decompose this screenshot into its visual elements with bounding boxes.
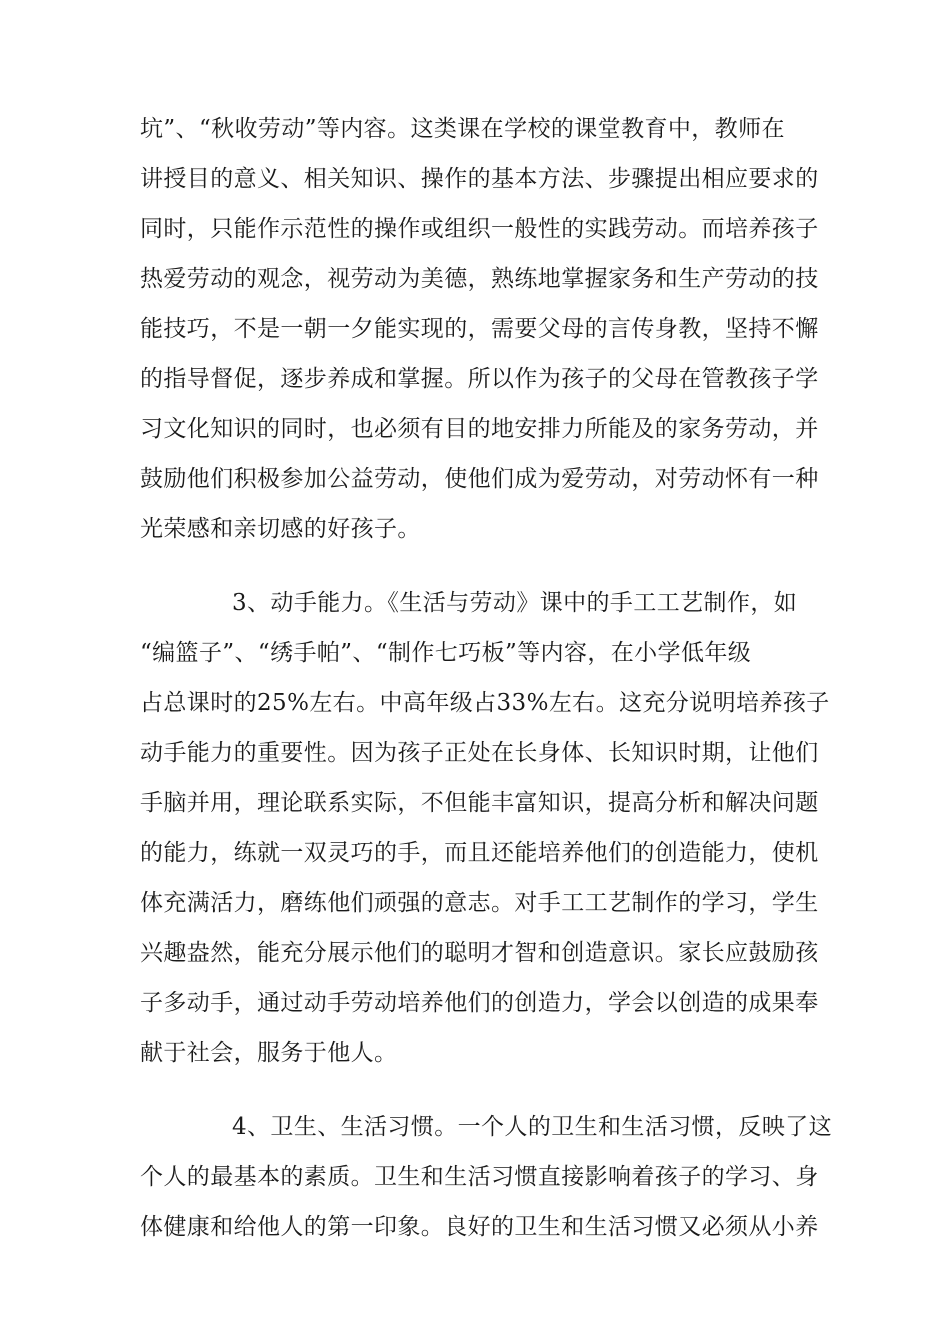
text-line: 能技巧，不是一朝一夕能实现的，需要父母的言传身教，坚持不懈 (140, 316, 819, 342)
text-line: 动手能力的重要性。因为孩子正处在长身体、长知识时期，让他们 (140, 740, 819, 766)
text-line: 鼓励他们积极参加公益劳动，使他们成为爱劳动，对劳动怀有一种 (140, 466, 819, 492)
text-line: 的能力，练就一双灵巧的手，而且还能培养他们的创造能力，使机 (140, 840, 819, 866)
text-line: 个人的最基本的素质。卫生和生活习惯直接影响着孩子的学习、身 (140, 1164, 819, 1190)
text-line: 体充满活力，磨练他们顽强的意志。对手工工艺制作的学习，学生 (140, 890, 819, 916)
text-line: “编篮子”、“绣手帕”、“制作七巧板”等内容，在小学低年级 (140, 640, 752, 666)
text-line: 兴趣盎然，能充分展示他们的聪明才智和创造意识。家长应鼓励孩 (140, 940, 819, 966)
text-line: 占总课时的25%左右。中高年级占33%左右。这充分说明培养孩子 (140, 690, 830, 716)
text-line: 3、动手能力。《生活与劳动》课中的手工工艺制作，如 (232, 590, 798, 616)
text-line: 体健康和给他人的第一印象。良好的卫生和生活习惯又必须从小养 (140, 1214, 819, 1240)
text-line: 坑”、“秋收劳动”等内容。这类课在学校的课堂教育中，教师在 (140, 116, 785, 142)
text-line: 手脑并用，理论联系实际，不但能丰富知识，提高分析和解决问题 (140, 790, 819, 816)
text-line: 习文化知识的同时，也必须有目的地安排力所能及的家务劳动，并 (140, 416, 819, 442)
text-line: 光荣感和亲切感的好孩子。 (140, 516, 421, 542)
text-line: 子多动手，通过动手劳动培养他们的创造力，学会以创造的成果奉 (140, 990, 819, 1016)
text-line: 献于社会，服务于他人。 (140, 1040, 398, 1066)
text-line: 讲授目的意义、相关知识、操作的基本方法、步骤提出相应要求的 (140, 166, 819, 192)
text-line: 4、卫生、生活习惯。一个人的卫生和生活习惯，反映了这 (232, 1114, 833, 1140)
text-line: 热爱劳动的观念，视劳动为美德，熟练地掌握家务和生产劳动的技 (140, 266, 819, 292)
text-line: 同时，只能作示范性的操作或组织一般性的实践劳动。而培养孩子 (140, 216, 819, 242)
text-line: 的指导督促，逐步养成和掌握。所以作为孩子的父母在管教孩子学 (140, 366, 819, 392)
